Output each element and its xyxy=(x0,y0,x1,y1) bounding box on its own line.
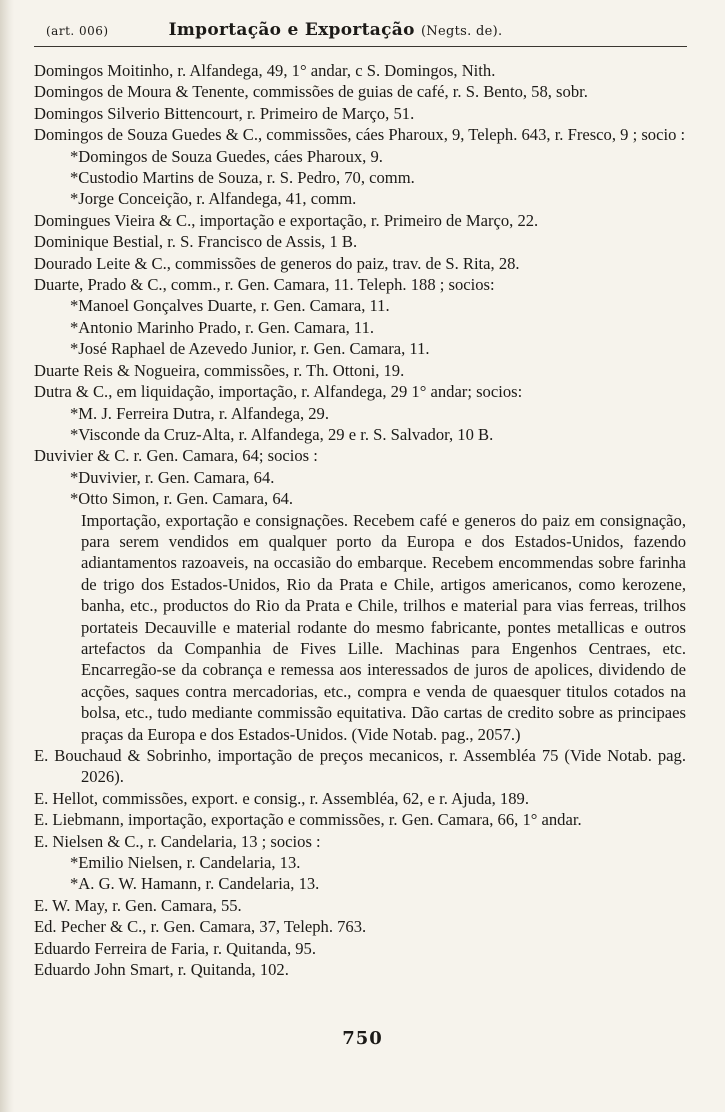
partner-entry: *Domingos de Souza Guedes, cáes Pharoux, 9. xyxy=(70,146,383,166)
directory-entry: E. W. May, r. Gen. Camara, 55. xyxy=(34,895,242,915)
header-article-ref: (art. 006) xyxy=(46,24,109,38)
directory-entry: Domingos Moitinho, r. Alfandega, 49, 1° andar, c S. Domingos, Nith. xyxy=(34,61,496,80)
directory-listing xyxy=(34,60,686,980)
partner-entry: *José Raphael de Azevedo Junior, r. Gen. Camara, 11. xyxy=(70,339,430,359)
directory-entry: Dourado Leite & C., commissões de generos do paiz, trav. de S. Rita, 28. xyxy=(34,253,520,273)
directory-entry: Eduardo John Smart, r. Quitanda, 102. xyxy=(34,960,289,980)
page-edge xyxy=(0,0,14,1112)
header-rule xyxy=(34,46,687,47)
partner-entry: *Otto Simon, r. Gen. Camara, 64. xyxy=(70,489,294,509)
header-subtitle: (Negts. de). xyxy=(420,24,503,39)
directory-entry: Duvivier & C. r. Gen. Camara, 64; socios : xyxy=(34,446,318,466)
directory-entry: Ed. Pecher & C., r. Gen. Camara, 37, Teleph. 763. xyxy=(34,917,367,937)
header-title xyxy=(169,20,503,40)
partner-entry: *Duvivier, r. Gen. Camara, 64. xyxy=(70,467,275,487)
partner-entry: *Jorge Conceição, r. Alfandega, 41, comm. xyxy=(70,189,357,209)
directory-entry: Domingues Vieira & C., importação e exportação, r. Primeiro de Março, 22. xyxy=(34,210,539,230)
partner-entry: *Custodio Martins de Souza, r. S. Pedro, 70, comm. xyxy=(70,168,415,188)
partner-entry: *Emilio Nielsen, r. Candelaria, 13. xyxy=(70,853,301,873)
directory-entry: Dominique Bestial, r. S. Francisco de Assis, 1 B. xyxy=(34,232,358,252)
partner-entry: *A. G. W. Hamann, r. Candelaria, 13. xyxy=(70,874,320,894)
directory-entry: E. Nielsen & C., r. Candelaria, 13 ; socios : xyxy=(34,831,321,851)
directory-entry: E. Bouchaud & Sobrinho, importação de preços mecanicos, r. Assembléa 75 (Vide Notab. pag. 2026). xyxy=(34,746,686,787)
directory-entry: Duarte Reis & Nogueira, commissões, r. Th. Ottoni, 19. xyxy=(34,360,405,380)
firm-description: Importação, exportação e consignações. Recebem café e generos do paiz em consignação, para serem vendidos em qualquer porto da Europa e dos Estados-Unidos, fazendo adiantamentos razoaveis, na occasião do embarque. Recebem encommendas sobre farinha de trigo dos Estados-Unidos, Rio da Prata e Chile, artigos americanos, como kerozene, banha, etc., productos do Rio da Prata e Chile, trilhos e material para vias ferreas, trilhos portateis Decauville e material rodante do mesmo fabricante, pontes metallicas e outros artefactos da Companhia de Fives Lille. Machinas para Engenhos Centraes, etc. Encarregão-se da cobrança e remessa aos interessados de juros de apolices, dividendo de acções, saques contra mercadorias, etc., compra e venda de quaesquer titulos cotados na bolsa, etc., tudo mediante commissão equitativa. Dão cartas de credito sobre as principaes praças da Europa e dos Estados-Unidos. (Vide Notab. pag., 2057.) xyxy=(81,510,686,744)
directory-entry: Domingos de Moura & Tenente, commissões de guias de café, r. S. Bento, 58, sobr. xyxy=(34,82,588,102)
header-title-text: Importação e Exportação xyxy=(168,20,415,40)
partner-entry: *Antonio Marinho Prado, r. Gen. Camara, 11. xyxy=(70,317,375,337)
directory-entry: E. Hellot, commissões, export. e consig., r. Assembléa, 62, e r. Ajuda, 189. xyxy=(34,788,529,808)
directory-entry: Domingos de Souza Guedes & C., commissões, cáes Pharoux, 9, Teleph. 643, r. Fresco, 9 ; socio : xyxy=(34,125,686,145)
directory-entry: Dutra & C., em liquidação, importação, r. Alfandega, 29 1° andar; socios: xyxy=(34,382,523,402)
partner-entry: *Visconde da Cruz-Alta, r. Alfandega, 29 e r. S. Salvador, 10 B. xyxy=(70,424,494,444)
directory-entry: Domingos Silverio Bittencourt, r. Primeiro de Março, 51. xyxy=(34,103,415,123)
running-header xyxy=(46,20,665,46)
directory-entry: Duarte, Prado & C., comm., r. Gen. Camara, 11. Teleph. 188 ; socios: xyxy=(34,275,495,295)
partner-entry: *Manoel Gonçalves Duarte, r. Gen. Camara, 11. xyxy=(70,296,390,316)
directory-entry: Eduardo Ferreira de Faria, r. Quitanda, 95. xyxy=(34,938,316,958)
partner-entry: *M. J. Ferreira Dutra, r. Alfandega, 29. xyxy=(70,403,329,423)
page-number: 750 xyxy=(342,1028,383,1049)
directory-entry: E. Liebmann, importação, exportação e commissões, r. Gen. Camara, 66, 1° andar. xyxy=(34,810,582,830)
